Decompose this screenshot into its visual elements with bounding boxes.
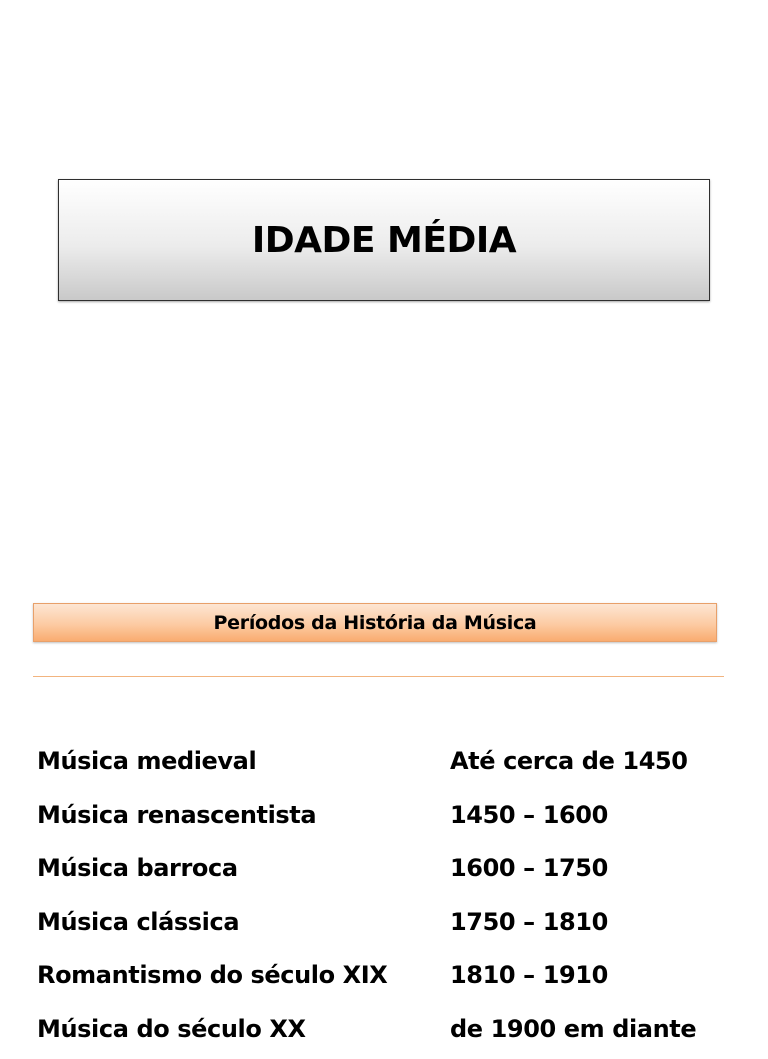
period-list xyxy=(37,738,768,1059)
title-box xyxy=(58,179,710,301)
period-row xyxy=(37,952,768,1006)
period-row xyxy=(37,1006,768,1059)
period-name: Música do século XX xyxy=(37,1006,306,1052)
page-title: IDADE MÉDIA xyxy=(252,220,516,261)
period-range: 1450 – 1600 xyxy=(450,792,608,838)
period-name: Música clássica xyxy=(37,899,239,945)
period-range: 1810 – 1910 xyxy=(450,952,608,998)
section-divider xyxy=(33,676,724,677)
period-name: Música renascentista xyxy=(37,792,316,838)
section-heading: Períodos da História da Música xyxy=(214,612,537,634)
period-row xyxy=(37,738,768,792)
period-range: de 1900 em diante xyxy=(450,1006,696,1052)
period-row xyxy=(37,792,768,846)
period-range: 1750 – 1810 xyxy=(450,899,608,945)
period-range: 1600 – 1750 xyxy=(450,845,608,891)
period-name: Música barroca xyxy=(37,845,238,891)
period-name: Romantismo do século XIX xyxy=(37,952,387,998)
period-range: Até cerca de 1450 xyxy=(450,738,688,784)
period-row xyxy=(37,899,768,953)
section-banner xyxy=(33,603,717,642)
period-row xyxy=(37,845,768,899)
period-name: Música medieval xyxy=(37,738,256,784)
